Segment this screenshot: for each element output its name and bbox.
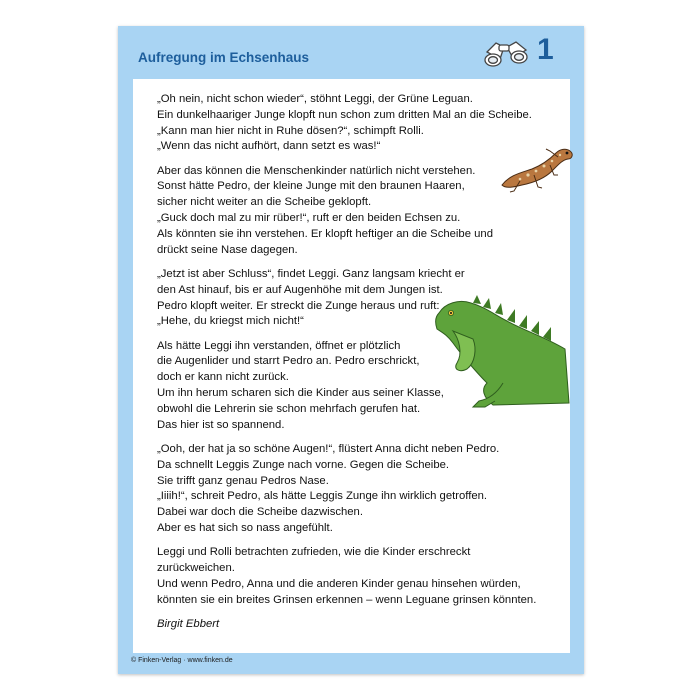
text-line: Leggi und Rolli betrachten zufrieden, wie die Kinder erschreckt <box>157 546 471 559</box>
text-line: sicher nicht weiter an die Scheibe geklopft. <box>157 196 372 209</box>
worksheet-number: 1 <box>537 33 554 66</box>
text-line: „Iiiih!“, schreit Pedro, als hätte Leggis Zunge ihn wirklich getroffen. <box>157 490 488 503</box>
text-line: zurückweichen. <box>157 562 235 575</box>
page-title: Aufregung im Echsenhaus <box>138 50 310 65</box>
text-line: Sonst hätte Pedro, der kleine Junge mit den braunen Haaren, <box>157 180 465 193</box>
text-line: Aber es hat sich so nass angefühlt. <box>157 521 333 534</box>
text-line: könnten sie ein breites Grinsen erkennen – wenn Leguane grinsen könnten. <box>157 593 537 606</box>
text-line: „Kann man hier nicht in Ruhe dösen?“, schimpft Rolli. <box>157 124 424 137</box>
text-line: „Wenn das nicht aufhört, dann setzt es was!“ <box>157 140 381 153</box>
iguana-illustration <box>433 293 573 411</box>
text-line: Ein dunkelhaariger Junge klopft nun schon zum dritten Mal an die Scheibe. <box>157 108 532 121</box>
text-line: Als hätte Leggi ihn verstanden, öffnet er plötzlich <box>157 339 401 352</box>
text-line: Und wenn Pedro, Anna und die anderen Kinder genau hinsehen würden, <box>157 577 521 590</box>
text-line: Da schnellt Leggis Zunge nach vorne. Gegen die Scheibe. <box>157 458 450 471</box>
text-line: Pedro klopft weiter. Er streckt die Zunge heraus und ruft: <box>157 299 440 312</box>
author-name: Birgit Ebbert <box>157 617 220 630</box>
text-line: „Guck doch mal zu mir rüber!“, ruft er den beiden Echsen zu. <box>157 212 461 225</box>
gecko-illustration <box>498 135 578 195</box>
text-line: Aber das können die Menschenkinder natürlich nicht verstehen. <box>157 164 476 177</box>
copyright-footer: © Finken-Verlag · www.finken.de <box>131 657 233 664</box>
text-line: Dabei war doch die Scheibe dazwischen. <box>157 506 363 519</box>
text-line: Sie trifft ganz genau Pedros Nase. <box>157 474 329 487</box>
text-line: „Oh nein, nicht schon wieder“, stöhnt Leggi, der Grüne Leguan. <box>157 93 473 105</box>
binoculars-icon <box>483 36 529 70</box>
text-line: „Hehe, du kriegst mich nicht!“ <box>157 315 304 328</box>
text-line: Um ihn herum scharen sich die Kinder aus seiner Klasse, <box>157 387 444 400</box>
text-line: Das hier ist so spannend. <box>157 418 285 431</box>
paragraph <box>157 442 577 537</box>
text-line: obwohl die Lehrerin sie schon mehrfach gerufen hat. <box>157 402 421 415</box>
text-line: doch er kann nicht zurück. <box>157 371 289 384</box>
text-line: drückt seine Nase dagegen. <box>157 243 298 256</box>
text-line: die Augenlider und starrt Pedro an. Pedro erschrickt, <box>157 355 420 368</box>
text-line: „Ooh, der hat ja so schöne Augen!“, flüstert Anna dicht neben Pedro. <box>157 442 500 455</box>
text-line: „Jetzt ist aber Schluss“, findet Leggi. Ganz langsam kriecht er <box>157 267 465 280</box>
text-line: Als könnten sie ihn verstehen. Er klopft heftiger an die Scheibe und <box>157 227 493 240</box>
paragraph <box>157 545 577 608</box>
text-line: den Ast hinauf, bis er auf Augenhöhe mit dem Jungen ist. <box>157 283 443 296</box>
